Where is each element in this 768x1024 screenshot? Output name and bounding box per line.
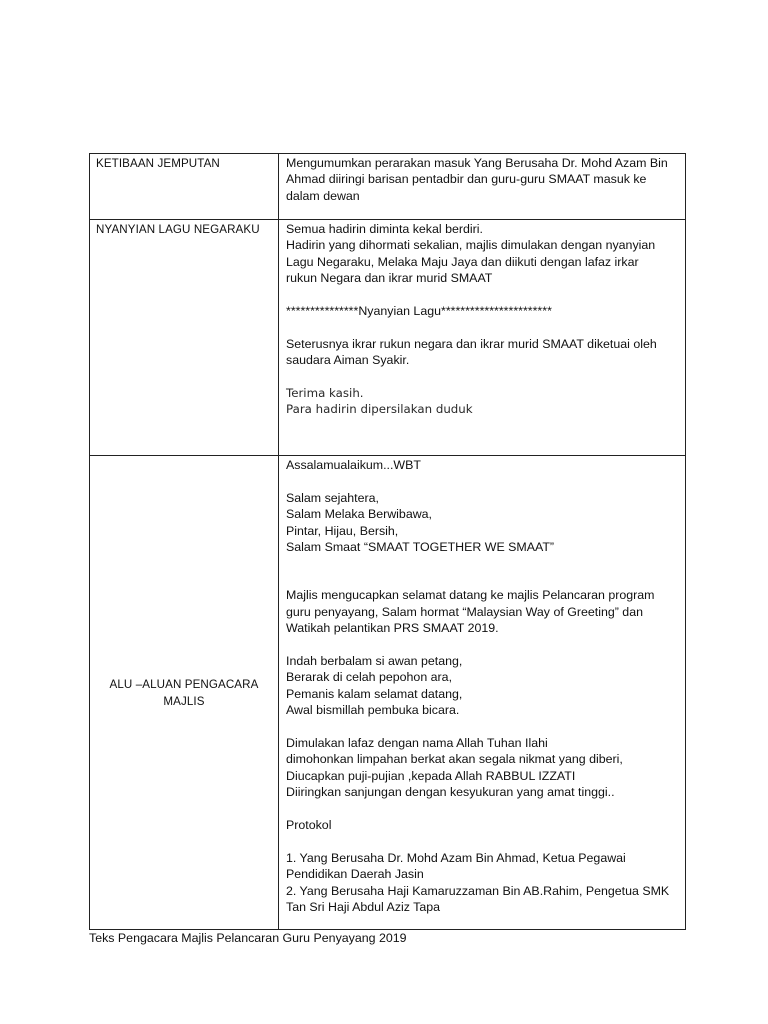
spacer	[286, 473, 677, 489]
text-line: Seterusnya ikrar rukun negara dan ikrar murid SMAAT diketuai oleh	[286, 336, 657, 351]
text-line: Tan Sri Haji Abdul Aziz Tapa	[286, 900, 441, 915]
row-label: NYANYIAN LAGU NEGARAKU	[90, 220, 279, 456]
text-line: Dimulakan lafaz dengan nama Allah Tuhan Ilahi	[286, 736, 548, 751]
document-footer: Teks Pengacara Majlis Pelancaran Guru Penyayang 2019	[89, 931, 407, 945]
text-line: saudara Aiman Syakir.	[286, 353, 410, 368]
spacer	[286, 801, 677, 817]
text-line: Diucapkan puji-pujian ,kepada Allah RABBUL IZZATI	[286, 768, 576, 783]
text-line: dalam dewan	[286, 188, 360, 203]
spacer	[286, 555, 677, 587]
text-line: dimohonkan limpahan berkat akan segala nikmat yang diberi,	[286, 752, 623, 767]
row-content	[279, 154, 686, 220]
text-line: rukun Negara dan ikrar murid SMAAT	[286, 271, 493, 286]
text-line: guru penyayang, Salam hormat “Malaysian Way of Greeting” dan	[286, 604, 643, 619]
table-row	[90, 220, 686, 456]
pantun-line: Berarak di celah pepohon ara,	[286, 670, 453, 685]
text-line: Hadirin yang dihormati sekalian, majlis dimulakan dengan nyanyian	[286, 238, 656, 253]
row-content	[279, 220, 686, 456]
text-line: Salam sejahtera,	[286, 490, 379, 505]
text-line: Diiringkan sanjungan dengan kesyukuran yang amat tinggi..	[286, 785, 615, 800]
row-label	[90, 456, 279, 930]
text-line: Majlis mengucapkan selamat datang ke majlis Pelancaran program	[286, 588, 655, 603]
spacer	[286, 833, 677, 849]
song-divider: ***************Nyanyian Lagu***********************	[286, 304, 552, 319]
text-line: Terima kasih.	[286, 386, 364, 401]
row-label: KETIBAAN JEMPUTAN	[90, 154, 279, 220]
text-line: Mengumumkan perarakan masuk Yang Berusaha Dr. Mohd Azam Bin	[286, 156, 668, 170]
spacer	[286, 319, 677, 335]
protokol-heading: Protokol	[286, 818, 332, 833]
row-content	[279, 456, 686, 930]
pantun-line: Pemanis kalam selamat datang,	[286, 686, 463, 701]
text-line: Ahmad diiringi barisan pentadbir dan guru-guru SMAAT masuk ke	[286, 172, 647, 187]
text-line: Semua hadirin diminta kekal berdiri.	[286, 222, 483, 236]
text-line: Pendidikan Daerah Jasin	[286, 867, 424, 882]
text-line: Salam Melaka Berwibawa,	[286, 507, 432, 522]
text-line: Lagu Negaraku, Melaka Maju Jaya dan diikuti dengan lafaz irkar	[286, 254, 639, 269]
text-line: Watikah pelantikan PRS SMAAT 2019.	[286, 621, 499, 636]
text-line: 1. Yang Berusaha Dr. Mohd Azam Bin Ahmad, Ketua Pegawai	[286, 850, 626, 865]
pantun-line: Indah berbalam si awan petang,	[286, 654, 463, 669]
greeting-line: Assalamualaikum...WBT	[286, 458, 421, 472]
text-line: Salam Smaat “SMAAT TOGETHER WE SMAAT”	[286, 540, 555, 555]
spacer	[286, 369, 677, 385]
spacer	[286, 719, 677, 735]
table-row	[90, 456, 686, 930]
text-line: Para hadirin dipersilakan duduk	[286, 402, 473, 417]
event-script-table	[89, 153, 686, 930]
row-label-line: ALU –ALUAN PENGACARA	[109, 677, 259, 691]
spacer	[286, 637, 677, 653]
pantun-line: Awal bismillah pembuka bicara.	[286, 703, 460, 718]
text-line: Pintar, Hijau, Bersih,	[286, 523, 399, 538]
row-label-line: MAJLIS	[163, 694, 205, 708]
table-row	[90, 154, 686, 220]
text-line: 2. Yang Berusaha Haji Kamaruzzaman Bin AB.Rahim, Pengetua SMK	[286, 883, 670, 898]
spacer	[286, 287, 677, 303]
